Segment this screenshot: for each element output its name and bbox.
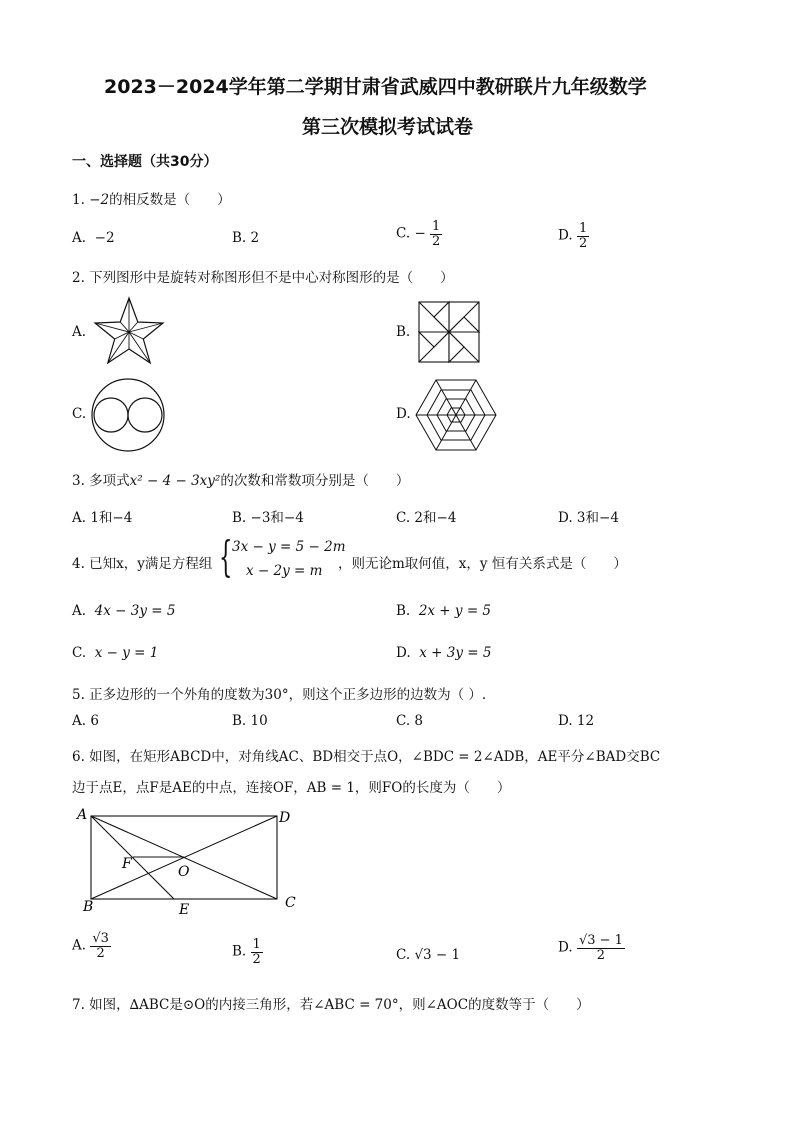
q1-a-text: −2 [94, 230, 115, 246]
q6-d-label: D. [558, 939, 573, 956]
star-figure [92, 296, 166, 370]
question-3-stem [72, 469, 409, 489]
question-7-stem: 7. 如图，∆ABC是⊙O的内接三角形，若∠ABC = 70°，则∠AOC的度数等于（ ） [72, 997, 590, 1013]
title-line-1: 2023－2024学年第二学期甘肃省武威四中教研联片九年级数学 [104, 76, 647, 98]
q1-option-c [396, 220, 442, 248]
q6-option-b [232, 938, 263, 966]
q3-option-c: C. 2和−4 [396, 510, 457, 526]
label-O: O [178, 864, 190, 880]
q2-c-label: C. [72, 406, 87, 422]
q6-c-label: C. [396, 947, 411, 963]
q5-option-d: D. 12 [558, 713, 595, 729]
q4-brace: { [219, 532, 233, 581]
q4-option-d [396, 645, 491, 661]
q3-expression: x² − 4 − 3xy² [129, 473, 221, 489]
q6-option-a [72, 932, 111, 960]
q4-option-a [72, 603, 175, 619]
q1-suffix: 的相反数是（ ） [109, 192, 231, 208]
q1-c-sign: − [414, 225, 426, 242]
q1-c-fraction: $\frac{1}{2}$ [432, 219, 441, 249]
q6-d-fraction: $\frac{√3 - 1}{2}$ [578, 933, 623, 963]
q4-option-c [72, 645, 158, 661]
q3-suffix: 的次数和常数项分别是（ ） [220, 473, 410, 489]
q3-option-d: D. 3和−4 [558, 510, 619, 526]
q2-d-label: D. [396, 406, 411, 422]
q4-c-text: x − y = 1 [94, 645, 159, 661]
q2-a-label: A. [72, 324, 87, 340]
q4-a-label: A. [72, 603, 87, 619]
q1-b-label: B. [232, 230, 247, 246]
q2-b-label: B. [396, 324, 411, 340]
q1-option-d [558, 222, 589, 250]
q3-option-a: A. 1和−4 [72, 510, 133, 526]
q6-b-label: B. [232, 943, 247, 960]
circles-figure [88, 376, 168, 454]
q1-d-fraction: $\frac{1}{2}$ [578, 221, 588, 251]
q1-value: −2 [89, 192, 110, 208]
q3-option-b: B. −3和−4 [232, 510, 304, 526]
label-B: B [83, 899, 94, 915]
q4-d-text: x + 3y = 5 [419, 645, 492, 661]
q4-d-label: D. [396, 645, 411, 661]
q5-option-a: A. 6 [72, 713, 99, 729]
q4-equation-1: 3x − y = 5 − 2m [232, 539, 346, 555]
pinwheel-figure [416, 299, 482, 365]
q4-equation-2: x − 2y = m [246, 563, 323, 579]
q4-a-text: 4x − 3y = 5 [94, 603, 176, 619]
q1-d-label: D. [558, 227, 573, 244]
q5-option-c: C. 8 [396, 713, 424, 729]
q6-option-d [558, 934, 625, 962]
q1-b-text: 2 [250, 230, 260, 246]
label-E: E [179, 902, 190, 918]
rectangle-figure [72, 804, 304, 920]
q6-b-fraction: $\frac{1}{2}$ [252, 937, 261, 967]
q4-option-b [396, 603, 491, 619]
q4-c-label: C. [72, 645, 87, 661]
question-2-stem: 2. 下列图形中是旋转对称图形但不是中心对称图形的是（ ） [72, 270, 454, 286]
q6-a-fraction: $\frac{√3}{2}$ [92, 931, 109, 961]
section-heading: 一、选择题（共30分） [72, 154, 218, 170]
q1-a-label: A. [72, 230, 87, 246]
label-C: C [285, 895, 296, 911]
q3-prefix: 3. 多项式 [72, 473, 130, 489]
q4-suffix: ，则无论m取何值，x，y 恒有关系式是（ ） [338, 556, 627, 572]
q1-c-label: C. [396, 225, 411, 242]
q1-option-b [232, 230, 259, 246]
q6-a-label: A. [72, 937, 87, 954]
q4-b-text: 2x + y = 5 [418, 603, 492, 619]
question-6-stem-line-2: 边于点E，点F是AE的中点，连接OF，AB = 1，则FO的长度为（ ） [72, 780, 511, 796]
q1-option-a [72, 230, 115, 246]
title-line-2: 第三次模拟考试试卷 [302, 116, 474, 138]
q5-option-b: B. 10 [232, 713, 268, 729]
label-A: A [77, 807, 88, 823]
q4-b-label: B. [396, 603, 411, 619]
hexagon-web-figure [414, 378, 498, 452]
q6-c-text: √3 − 1 [414, 947, 461, 963]
question-5-stem: 5. 正多边形的一个外角的度数为30°，则这个正多边形的边数为（ ）. [72, 687, 487, 703]
label-F: F [122, 856, 132, 872]
q1-number: 1. [72, 192, 85, 208]
q4-prefix: 4. 已知x，y满足方程组 [72, 556, 213, 572]
q6-option-c [396, 947, 460, 963]
question-6-stem-line-1: 6. 如图，在矩形ABCD中，对角线AC、BD相交于点O，∠BDC = 2∠ADB，AE平分∠BAD交BC [72, 749, 661, 765]
label-D: D [279, 810, 291, 826]
question-1-stem [72, 188, 231, 208]
